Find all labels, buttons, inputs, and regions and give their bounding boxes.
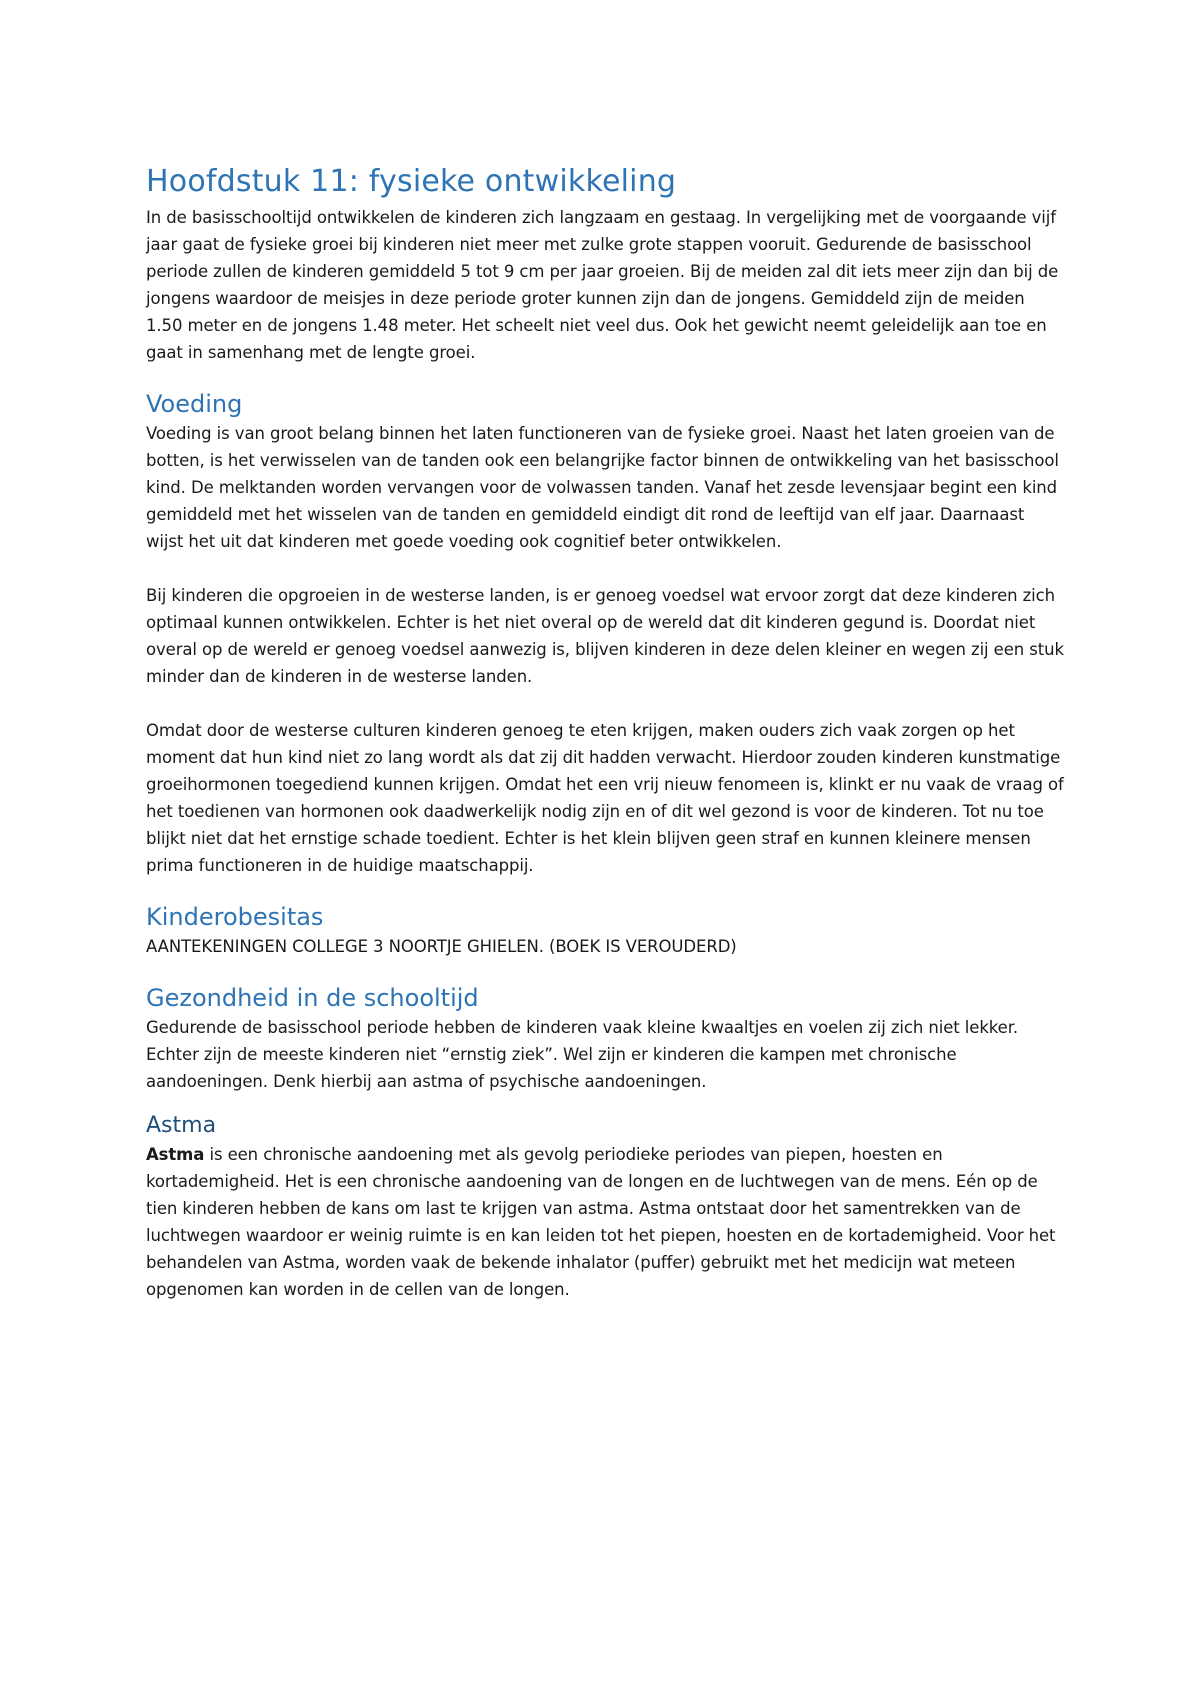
spacer	[146, 960, 1066, 982]
astma-paragraph	[146, 1141, 1066, 1303]
intro-paragraph: In de basisschooltijd ontwikkelen de kinderen zich langzaam en gestaag. In vergelijking met de voorgaande vijf jaar gaat de fysieke groei bij kinderen niet meer met zulke grote stappen vooruit. Gedurende de basisschool periode zullen de kinderen gemiddeld 5 tot 9 cm per jaar groeien. Bij de meiden zal dit iets meer zijn dan bij de jongens waardoor de meisjes in deze periode groter kunnen zijn dan de jongens. Gemiddeld zijn de meiden 1.50 meter en de jongens 1.48 meter. Het scheelt niet veel dus. Ook het gewicht neemt geleidelijk aan toe en gaat in samenhang met de lengte groei.	[146, 208, 1059, 362]
document-page	[146, 162, 1066, 1303]
spacer	[146, 1095, 1066, 1111]
subsection-heading-astma: Astma	[146, 1113, 217, 1138]
voeding-paragraph-1: Voeding is van groot belang binnen het laten functioneren van de fysieke groei. Naast het laten groeien van de botten, is het verwisselen van de tanden ook een belangrijke factor binnen de ontwikkeling van het basisschool kind. De melktanden worden vervangen voor de volwassen tanden. Vanaf het zesde levensjaar begint een kind gemiddeld met het wisselen van de tanden en gemiddeld eindigt dit rond de leeftijd van elf jaar. Daarnaast wijst het uit dat kinderen met goede voeding ook cognitief beter ontwikkelen.	[146, 424, 1059, 551]
astma-paragraph-text: is een chronische aandoening met als gevolg periodieke periodes van piepen, hoesten en kortademigheid. Het is een chronische aandoening van de longen en de luchtwegen van de mens. Eén op de tien kinderen hebben de kans om last te krijgen van astma. Astma ontstaat door het samentrekken van de luchtwegen waardoor er weinig ruimte is en kan leiden tot het piepen, hoesten en de kortademigheid. Voor het behandelen van Astma, worden vaak de bekende inhalator (puffer) gebruikt met het medicijn wat meteen opgenomen kan worden in de cellen van de longen.	[146, 1145, 1056, 1299]
kinderobesitas-note: AANTEKENINGEN COLLEGE 3 NOORTJE GHIELEN. (BOEK IS VEROUDERD)	[146, 937, 737, 956]
astma-bold-term: Astma	[146, 1145, 205, 1164]
voeding-paragraph-3: Omdat door de westerse culturen kinderen genoeg te eten krijgen, maken ouders zich vaak zorgen op het moment dat hun kind niet zo lang wordt als dat zij dit hadden verwacht. Hierdoor zouden kinderen kunstmatige groeihormonen toegediend kunnen krijgen. Omdat het een vrij nieuw fenomeen is, klinkt er nu vaak de vraag of het toedienen van hormonen ook daadwerkelijk nodig zijn en of dit wel gezond is voor de kinderen. Tot nu toe blijkt niet dat het ernstige schade toedient. Echter is het klein blijven geen straf en kunnen kleinere mensen prima functioneren in de huidige maatschappij.	[146, 721, 1064, 875]
voeding-paragraph-2: Bij kinderen die opgroeien in de westerse landen, is er genoeg voedsel wat ervoor zorgt dat deze kinderen zich optimaal kunnen ontwikkelen. Echter is het niet overal op de wereld dat dit kinderen gegund is. Doordat niet overal op de wereld er genoeg voedsel aanwezig is, blijven kinderen in deze delen kleiner en wegen zij een stuk minder dan de kinderen in de westerse landen.	[146, 586, 1064, 686]
section-heading-kinderobesitas: Kinderobesitas	[146, 903, 324, 931]
spacer	[146, 366, 1066, 388]
chapter-title: Hoofdstuk 11: fysieke ontwikkeling	[146, 164, 677, 199]
section-heading-gezondheid: Gezondheid in de schooltijd	[146, 984, 479, 1012]
spacer	[146, 555, 1066, 582]
spacer	[146, 879, 1066, 901]
gezondheid-paragraph: Gedurende de basisschool periode hebben de kinderen vaak kleine kwaaltjes en voelen zij zich niet lekker. Echter zijn de meeste kinderen niet “ernstig ziek”. Wel zijn er kinderen die kampen met chronische aandoeningen. Denk hierbij aan astma of psychische aandoeningen.	[146, 1018, 1019, 1091]
section-heading-voeding: Voeding	[146, 390, 243, 418]
spacer	[146, 690, 1066, 717]
